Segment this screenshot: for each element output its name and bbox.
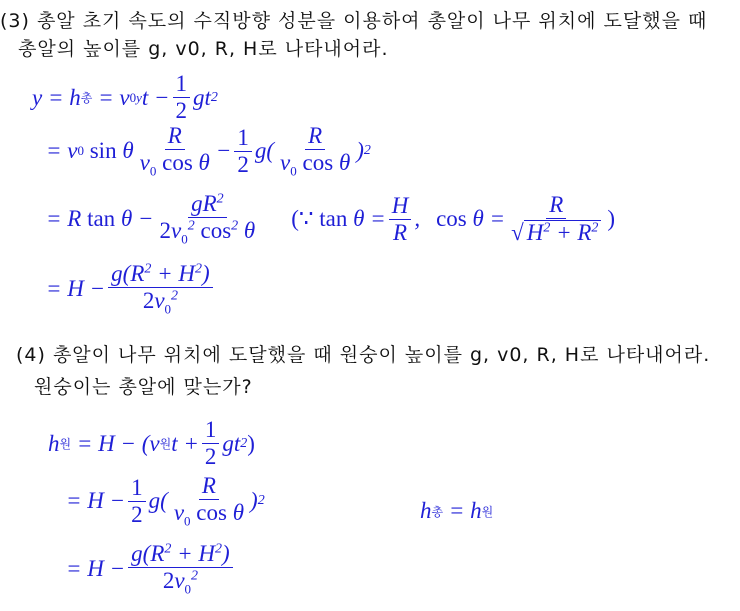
question-3-line-2: 총알의 높이를 g, v0, R, H로 나타내어라.: [18, 38, 389, 60]
subscript-monkey: 원: [59, 437, 72, 452]
question-3-line-1: (3) 총알 초기 속도의 수직방향 성분을 이용하여 총알이 나무 위치에 도달했을 때: [0, 10, 708, 32]
equation-comparison: h 총 = h 원: [420, 498, 494, 523]
equation-step-6: = H − $\frac{1}{2}$ g( $\frac{R}{v_0 \cos \theta}$ ) 2: [66, 473, 265, 529]
equation-step-3: = R tan θ − $\frac{gR^2}{2v_0^2 \cos^2 \theta}$ (∵ tan θ = $\frac{H}{R}$ , cos θ = R √ $H^2 + R^2$ ): [46, 191, 616, 247]
question-4-line-1: (4) 총알이 나무 위치에 도달했을 때 원숭이 높이를 g, v0, R, H로 나타내어라.: [16, 344, 711, 366]
question-4-line-2: 원숭이는 총알에 맞는가?: [34, 376, 253, 398]
equation-step-4: = H − $\frac{g(R^2 + H^2)}{2v_0^2}$: [46, 262, 216, 316]
equation-step-7: = H − $\frac{g(R^2 + H^2)}{2v_0^2}$: [66, 542, 236, 596]
equation-bullet-height: y = h 총 = v 0y t − $\frac{1}{2}$ gt 2: [32, 71, 218, 124]
equation-step-2: = v 0 sin θ $\frac{R}{v_0 \cos \theta}$ − $\frac{1}{2}$ g( $\frac{R}{v_0 \cos \theta}$ ) 2: [46, 123, 371, 179]
equation-monkey-height: h 원 = H − (v 원 t + $\frac{1}{2}$ gt 2 ): [48, 417, 255, 470]
subscript-bullet: 총: [80, 91, 93, 106]
